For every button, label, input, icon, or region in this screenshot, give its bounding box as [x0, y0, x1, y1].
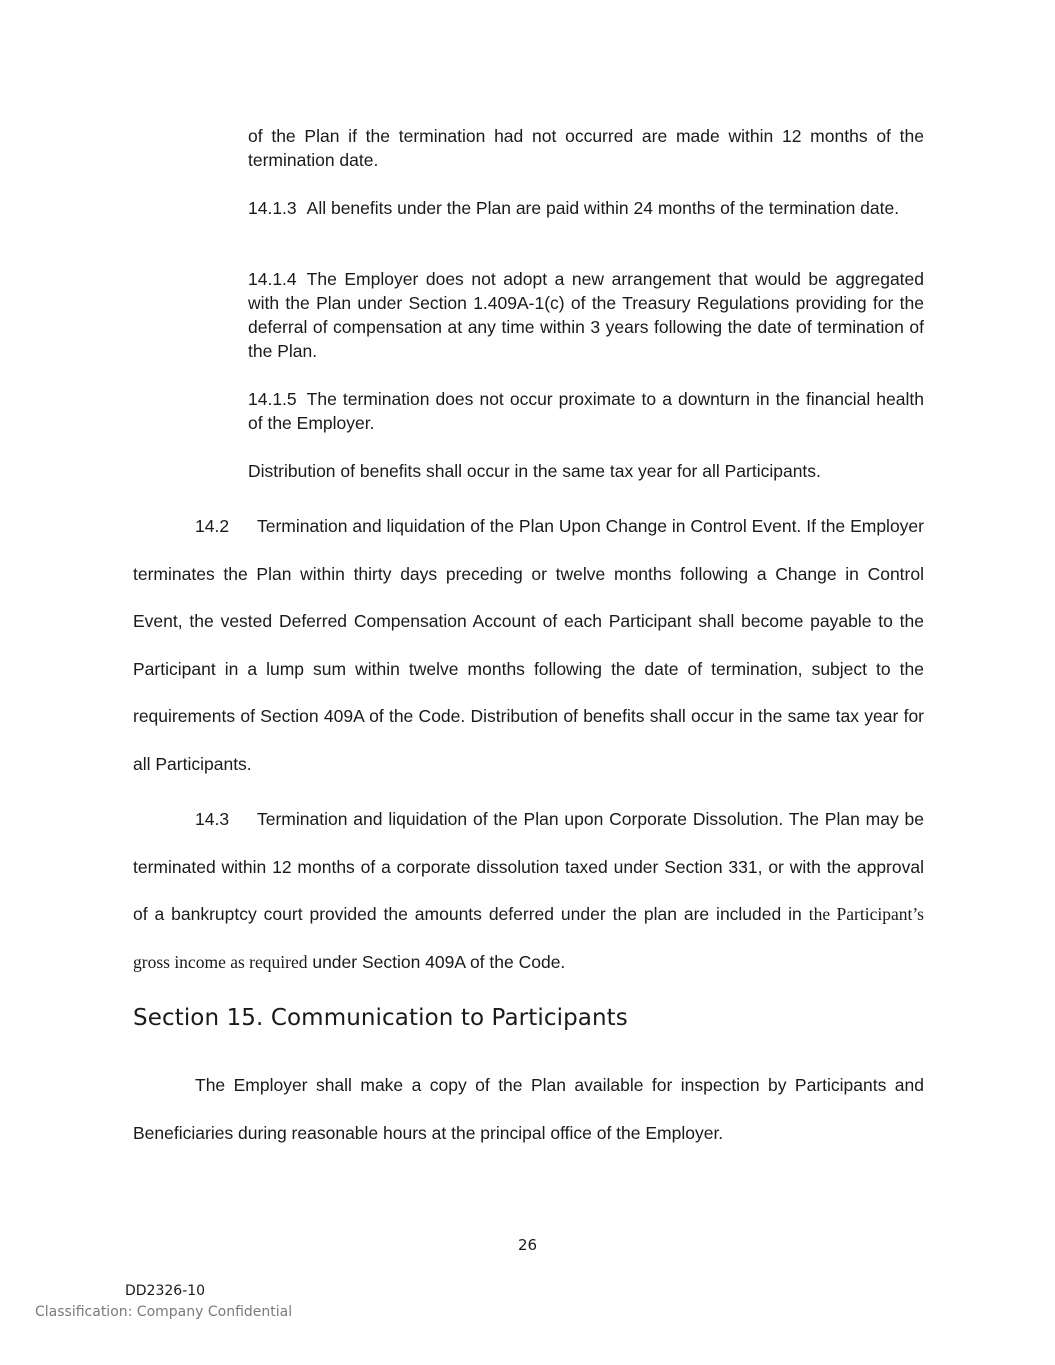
section-text: Termination and liquidation of the Plan upon Corporate Dissolution. The Plan may be terminated within 12 months of a corporate dissolution taxed under Section 331, or with the approval of a bankruptcy court provided the amounts deferred under the plan are included in — [133, 809, 924, 924]
clause-14-1-3 — [248, 196, 924, 220]
section-number: 14.2 — [195, 516, 230, 536]
clause-14-1-5 — [248, 387, 924, 435]
clause-number: 14.1.4 — [248, 269, 297, 289]
page-number: 26 — [517, 1236, 538, 1254]
section-text: Termination and liquidation of the Plan Upon Change in Control Event. If the Employer terminates the Plan within thirty days preceding or twelve months following a Change in Control Event, the vested Deferred Compensation Account of each Participant shall become payable to the Participant in a lump sum within twelve months following the date of termination, subject to the requirements of Section 409A of the Code. Distribution of benefits shall occur in the same tax year for all Participants. — [133, 516, 924, 774]
section-text: The Employer shall make a copy of the Plan available for inspection by Participants and Beneficiaries during reasonable hours at the principal office of the Employer. — [133, 1075, 924, 1143]
section-text-serif: the Participant’s gross income as required — [133, 904, 924, 972]
section-14-2 — [133, 503, 924, 788]
document-id: DD2326-10 — [125, 1283, 206, 1299]
continuation-text: of the Plan if the termination had not occurred are made within 12 months of the termination date. — [248, 126, 924, 170]
clause-number: 14.1.3 — [248, 198, 297, 218]
section-14-3 — [133, 796, 924, 986]
section-15-heading: Section 15. Communication to Participants — [133, 1005, 628, 1031]
section-text-end: under Section 409A of the Code. — [307, 951, 566, 972]
section-15-paragraph — [133, 1062, 924, 1157]
clause-text: All benefits under the Plan are paid within 24 months of the termination date. — [306, 198, 900, 218]
distribution-note — [248, 459, 924, 483]
section-number: 14.3 — [195, 809, 230, 829]
continuation-paragraph — [248, 124, 924, 172]
clause-text: The Employer does not adopt a new arrangement that would be aggregated with the Plan under Section 1.409A-1(c) of the Treasury Regulations providing for the deferral of compensation at any time within 3 years following the date of termination of the Plan. — [248, 269, 924, 361]
clause-text: The termination does not occur proximate to a downturn in the financial health of the Employer. — [248, 389, 924, 433]
distribution-note-text: Distribution of benefits shall occur in the same tax year for all Participants. — [248, 461, 821, 481]
clause-number: 14.1.5 — [248, 389, 297, 409]
classification-label: Classification: Company Confidential — [35, 1304, 293, 1320]
clause-14-1-4 — [248, 267, 924, 363]
